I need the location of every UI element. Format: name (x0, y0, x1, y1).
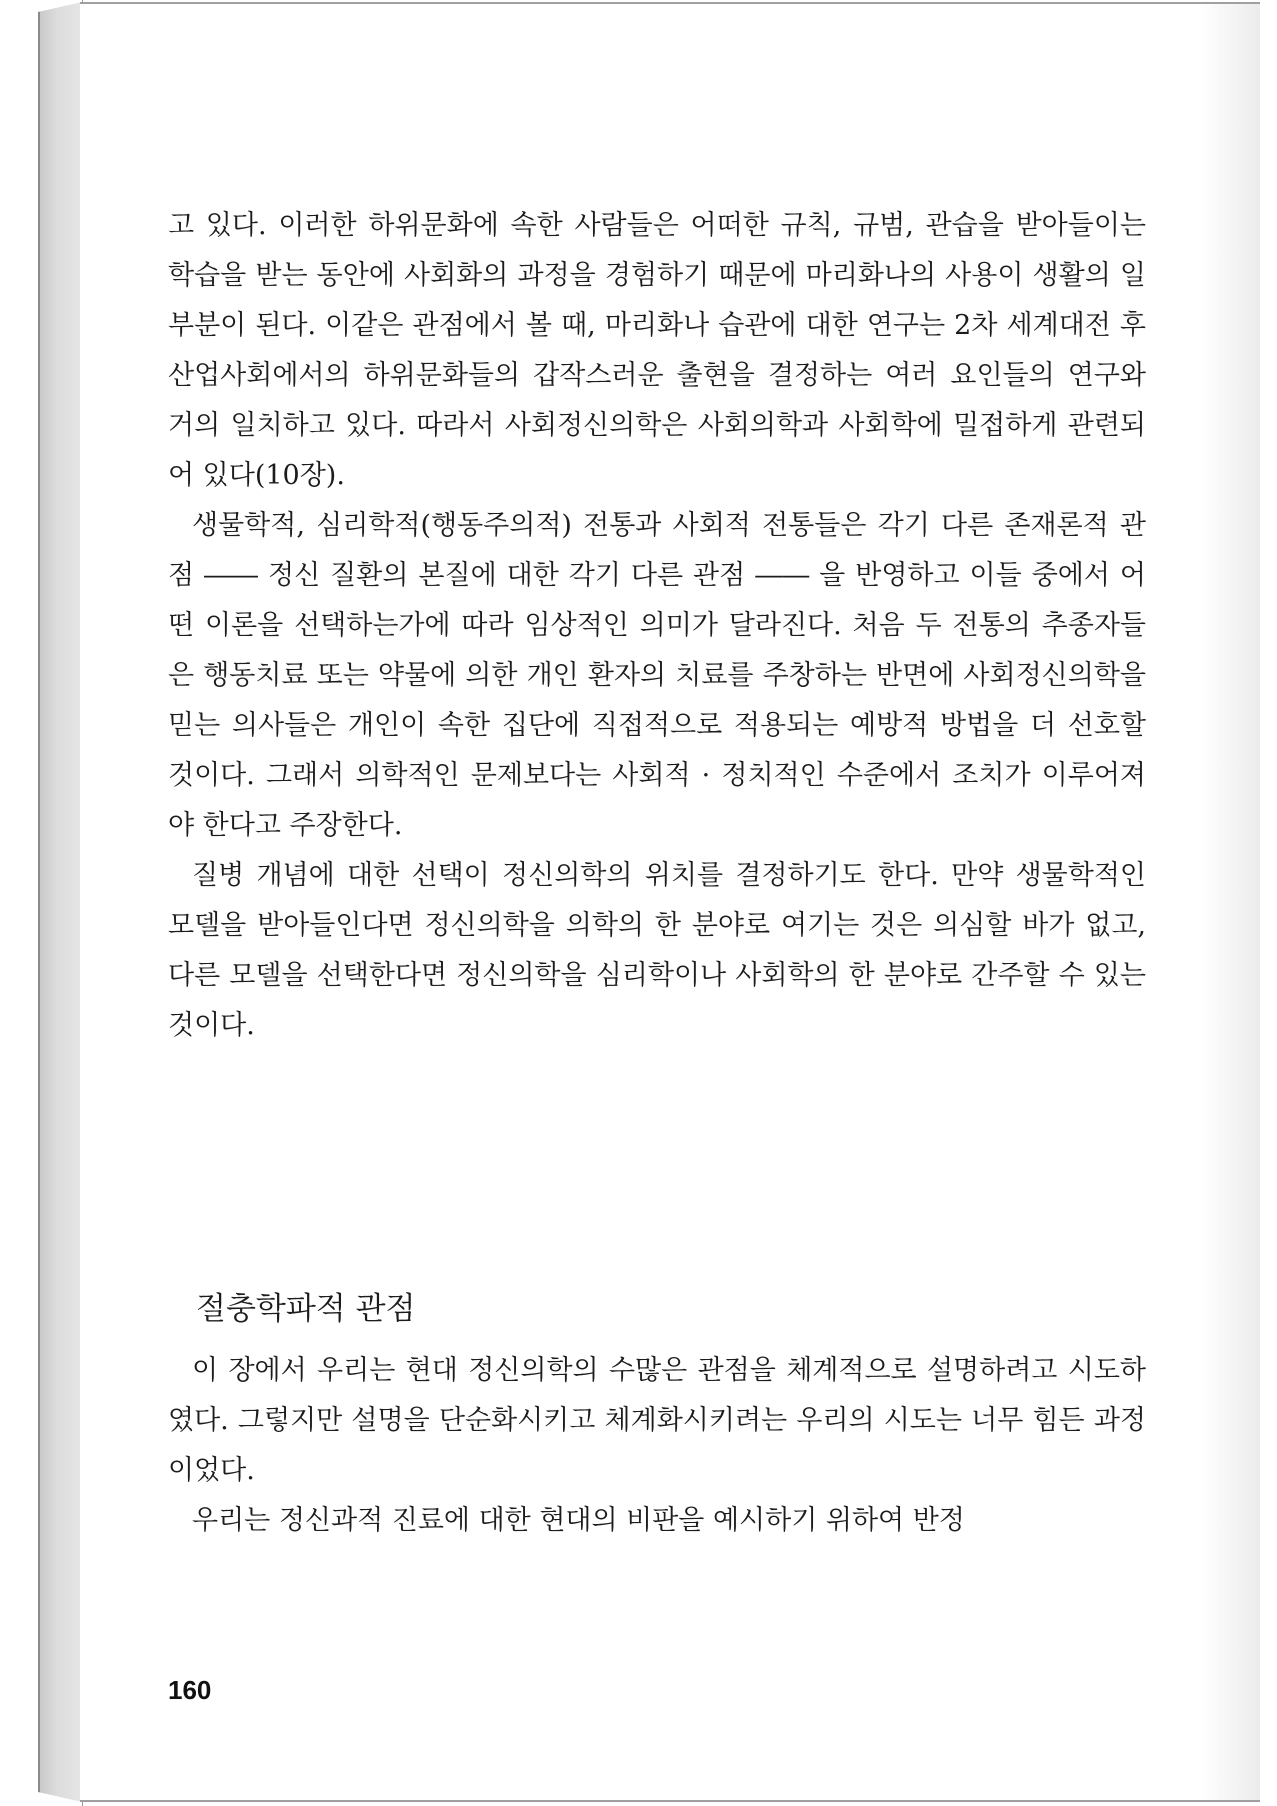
body-text-bottom (168, 1346, 1146, 1546)
page-shadow (1200, 4, 1260, 1800)
page-number: 160 (168, 1675, 212, 1705)
paragraph: 생물학적, 심리학적(행동주의적) 전통과 사회적 전통들은 각기 다른 존재론적 관점 ―― 정신 질환의 본질에 대한 각기 다른 관점 ―― 을 반영하고 이들 중에서 어떤 이론을 선택하는가에 따라 임상적인 의미가 달라진다. 처음 두 전통의 추종자들은 행동치료 또는 약물에 의한 개인 환자의 치료를 주창하는 반면에 사회정신의학을 믿는 의사들은 개인이 속한 집단에 직접적으로 적용되는 예방적 방법을 더 선호할 것이다. 그래서 의학적인 문제보다는 사회적 · 정치적인 수준에서 조치가 이루어져야 한다고 주장한다. (168, 510, 1146, 841)
paragraph: 고 있다. 이러한 하위문화에 속한 사람들은 어떠한 규칙, 규범, 관습을 받아들이는 학습을 받는 동안에 사회화의 과정을 경험하기 때문에 마리화나의 사용이 생활의 일부분이 된다. 이같은 관점에서 볼 때, 마리화나 습관에 대한 연구는 2차 세계대전 후 산업사회에서의 하위문화들의 갑작스러운 출현을 결정하는 여러 요인들의 연구와 거의 일치하고 있다. 따라서 사회정신의학은 사회의학과 사회학에 밀접하게 관련되어 있다(10장). (168, 210, 1146, 491)
paragraph: 우리는 정신과적 진료에 대한 현대의 비판을 예시하기 위하여 반정 (192, 1505, 965, 1536)
paragraph: 질병 개념에 대한 선택이 정신의학의 위치를 결정하기도 한다. 만약 생물학적인 모델을 받아들인다면 정신의학을 의학의 한 분야로 여기는 것은 의심할 바가 없고, 다른 모델을 선택한다면 정신의학을 심리학이나 사회학의 한 분야로 간주할 수 있는 것이다. (168, 860, 1146, 1041)
section-heading: 절충학파적 관점 (196, 1291, 416, 1327)
book-spine (38, 2, 82, 1802)
body-text-top (168, 201, 1146, 1051)
paragraph: 이 장에서 우리는 현대 정신의학의 수많은 관점을 체계적으로 설명하려고 시도하였다. 그렇지만 설명을 단순화시키고 체계화시키려는 우리의 시도는 너무 힘든 과정이었다. (168, 1355, 1146, 1486)
